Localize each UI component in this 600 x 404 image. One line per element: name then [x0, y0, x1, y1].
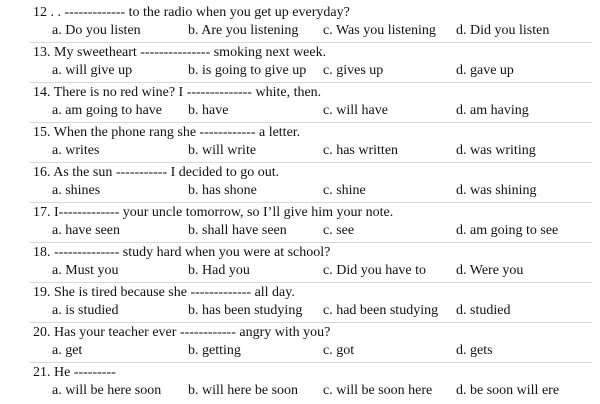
question-stem: 17. I------------- your uncle tomorrow, so I’ll give him your note.: [33, 205, 394, 220]
option-a: a. is studied: [52, 303, 119, 318]
question-divider: [30, 242, 592, 243]
question-12: [0, 4, 600, 44]
question-stem: 21. He ---------: [33, 365, 116, 380]
option-d: d. Did you listen: [456, 23, 550, 38]
option-b: b. have: [188, 103, 229, 118]
option-d: d. be soon will ere: [456, 383, 560, 398]
option-a: a. have seen: [52, 223, 121, 238]
question-20: [0, 324, 600, 364]
question-divider: [30, 202, 592, 203]
option-c: c. will be soon here: [323, 383, 433, 398]
option-c: c. shine: [323, 183, 366, 198]
question-divider: [30, 42, 592, 43]
question-14: [0, 84, 600, 124]
question-divider: [30, 282, 592, 283]
option-d: d. studied: [456, 303, 511, 318]
option-d: d. am having: [456, 103, 529, 118]
question-19: [0, 284, 600, 324]
option-b: b. has shone: [188, 183, 257, 198]
question-divider: [30, 122, 592, 123]
question-18: [0, 244, 600, 284]
option-c: c. gives up: [323, 63, 384, 78]
question-stem: 13. My sweetheart --------------- smoking next week.: [33, 45, 327, 60]
option-d: d. gave up: [456, 63, 514, 78]
option-a: a. Do you listen: [52, 23, 141, 38]
question-stem: 18. -------------- study hard when you were at school?: [33, 245, 331, 260]
option-a: a. am going to have: [52, 103, 163, 118]
question-divider: [30, 82, 592, 83]
option-a: a. will be here soon: [52, 383, 162, 398]
option-a: a. will give up: [52, 63, 133, 78]
option-b: b. Are you listening: [188, 23, 299, 38]
option-d: d. was writing: [456, 143, 536, 158]
option-b: b. will write: [188, 143, 257, 158]
question-17: [0, 204, 600, 244]
question-stem: 20. Has your teacher ever ------------ angry with you?: [33, 325, 331, 340]
option-a: a. get: [52, 343, 83, 358]
question-13: [0, 44, 600, 84]
option-d: d. Were you: [456, 263, 524, 278]
option-a: a. shines: [52, 183, 101, 198]
question-divider: [30, 362, 592, 363]
option-d: d. was shining: [456, 183, 537, 198]
option-c: c. Did you have to: [323, 263, 427, 278]
option-b: b. Had you: [188, 263, 250, 278]
option-c: c. see: [323, 223, 355, 238]
option-b: b. has been studying: [188, 303, 303, 318]
question-16: [0, 164, 600, 204]
option-b: b. getting: [188, 343, 241, 358]
question-stem: 19. She is tired because she ------------- all day.: [33, 285, 295, 300]
option-c: c. will have: [323, 103, 388, 118]
question-15: [0, 124, 600, 164]
question-21: [0, 364, 600, 404]
question-stem: 14. There is no red wine? I -------------- white, then.: [33, 85, 322, 100]
question-divider: [30, 162, 592, 163]
option-d: d. gets: [456, 343, 493, 358]
option-d: d. am going to see: [456, 223, 559, 238]
option-b: b. will here be soon: [188, 383, 299, 398]
option-c: c. had been studying: [323, 303, 439, 318]
question-divider: [30, 322, 592, 323]
option-a: a. Must you: [52, 263, 119, 278]
option-c: c. Was you listening: [323, 23, 436, 38]
option-a: a. writes: [52, 143, 100, 158]
option-b: b. shall have seen: [188, 223, 287, 238]
question-stem: 15. When the phone rang she ------------ a letter.: [33, 125, 301, 140]
option-c: c. got: [323, 343, 355, 358]
question-stem: 12 . . ------------- to the radio when you get up everyday?: [33, 5, 350, 20]
question-stem: 16. As the sun ----------- I decided to go out.: [33, 165, 280, 180]
option-b: b. is going to give up: [188, 63, 307, 78]
option-c: c. has written: [323, 143, 399, 158]
